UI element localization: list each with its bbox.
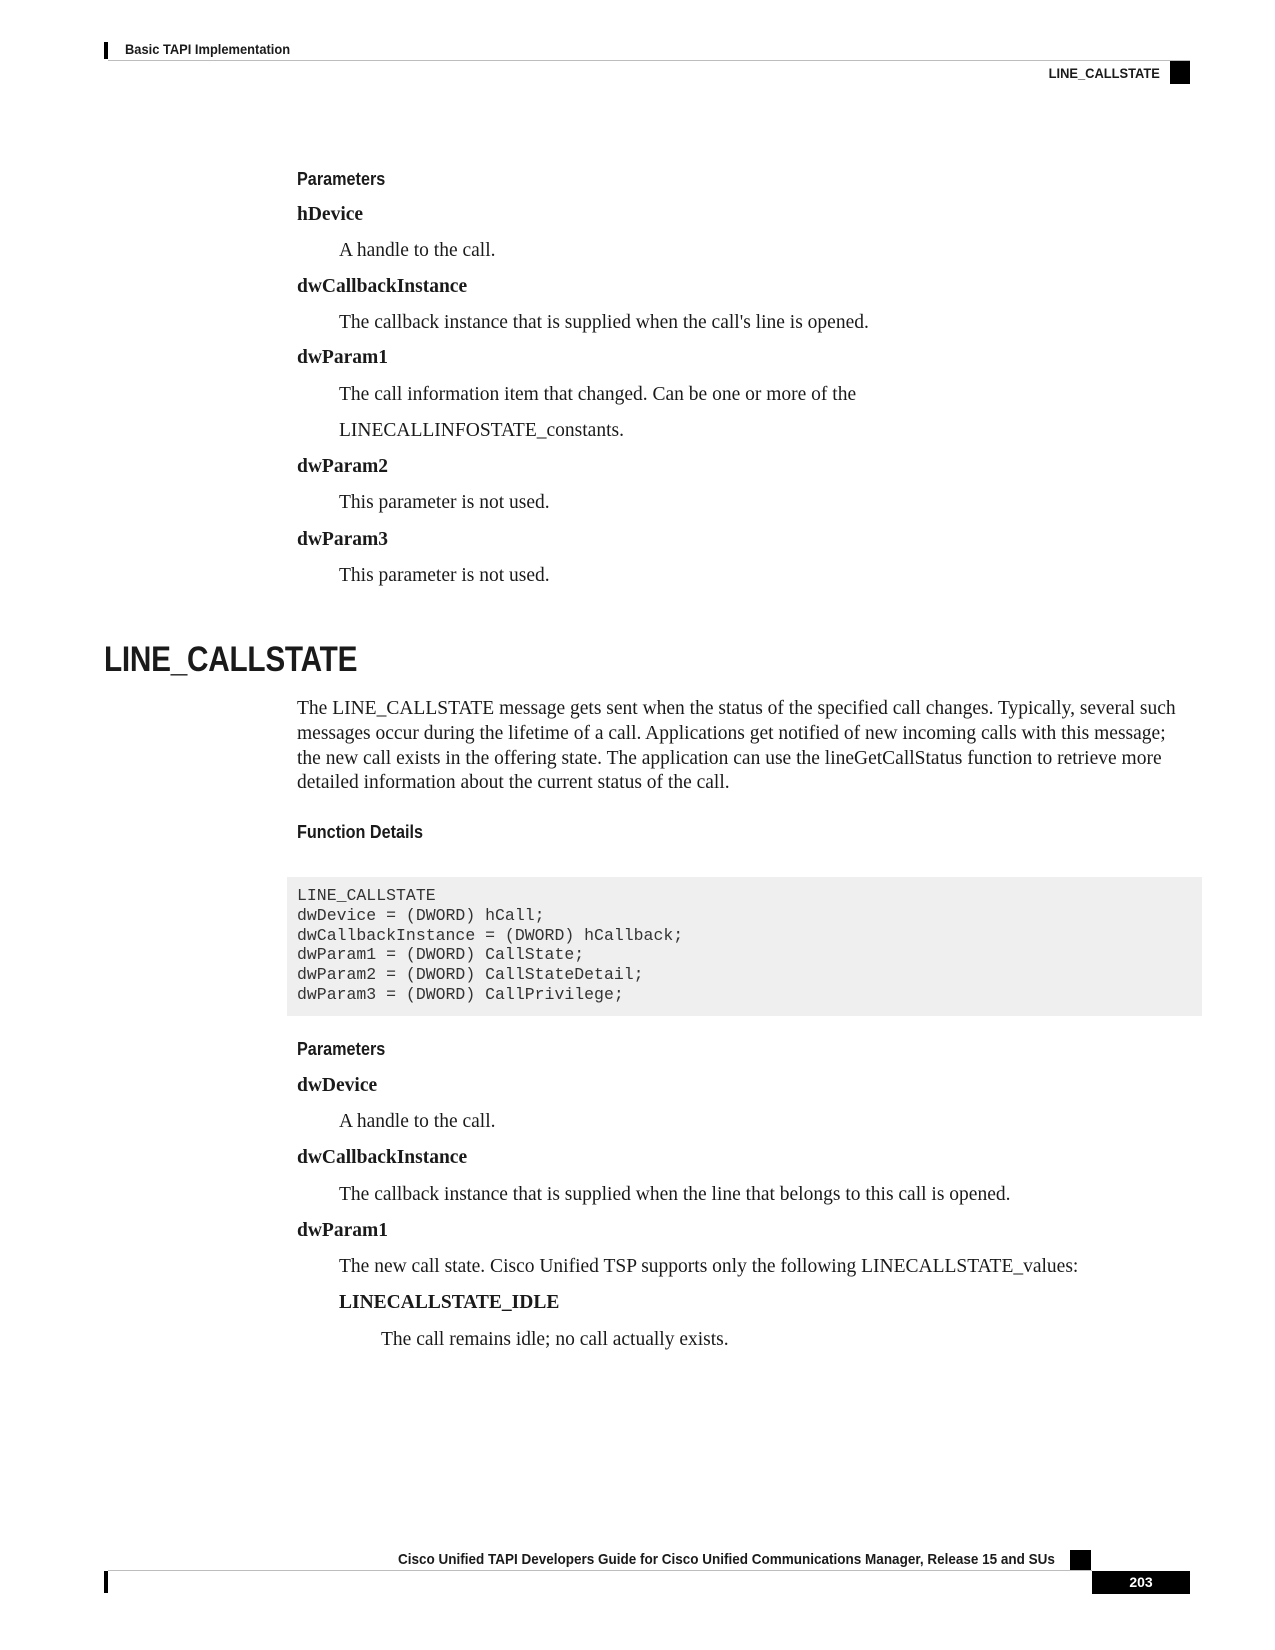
param-desc: The callback instance that is supplied when the call's line is opened. xyxy=(339,312,869,333)
footer-left-bar xyxy=(104,1571,108,1593)
header-right-block xyxy=(1170,61,1190,84)
param-desc: The call information item that changed. Can be one or more of the xyxy=(339,384,857,405)
param-desc: A handle to the call. xyxy=(339,1111,496,1132)
function-details-label: Function Details xyxy=(297,822,424,842)
code-block xyxy=(287,877,1202,1016)
header-left-bar xyxy=(104,42,108,59)
parameters-label: Parameters xyxy=(297,1039,386,1059)
state-value-desc: The call remains idle; no call actually exists. xyxy=(381,1329,729,1350)
header-chapter-title: Basic TAPI Implementation xyxy=(125,41,291,57)
param-name: dwCallbackInstance xyxy=(297,276,468,297)
footer-rule xyxy=(108,1570,1092,1571)
param-name: dwParam3 xyxy=(297,529,388,550)
param-desc: A handle to the call. xyxy=(339,240,496,261)
param-desc: This parameter is not used. xyxy=(339,492,550,513)
footer-block xyxy=(1070,1550,1091,1571)
parameters-label-prev: Parameters xyxy=(297,169,386,189)
param-name: dwParam1 xyxy=(297,347,388,368)
param-desc: LINECALLINFOSTATE_constants. xyxy=(339,420,624,441)
param-name: dwDevice xyxy=(297,1075,378,1096)
param-desc: The new call state. Cisco Unified TSP supports only the following LINECALLSTATE_values: xyxy=(339,1256,1079,1277)
code-text: LINE_CALLSTATE dwDevice = (DWORD) hCall; dwCallbackInstance = (DWORD) hCallback; dwParam1 = (DWORD) CallState; dwParam2 = (DWORD) CallStateDetail; dwParam3 = (DWORD) CallPrivilege; xyxy=(297,886,684,1004)
param-name: dwParam1 xyxy=(297,1220,388,1241)
page-number: 203 xyxy=(1092,1571,1190,1594)
param-name: dwCallbackInstance xyxy=(297,1147,468,1168)
state-value-name: LINECALLSTATE_IDLE xyxy=(339,1292,560,1313)
header-section-title: LINE_CALLSTATE xyxy=(1048,65,1160,81)
section-intro: The LINE_CALLSTATE message gets sent when the status of the specified call changes. Typically, several such messages occur during the lifetime of a call. Applications get notified of new incoming calls with this message; the new call exists in the offering state. The application can use the lineGetCallStatus function to retrieve more detailed information about the current status of the call. xyxy=(297,698,1176,794)
section-heading: LINE_CALLSTATE xyxy=(104,640,358,679)
param-desc: The callback instance that is supplied when the line that belongs to this call is opened. xyxy=(339,1184,1011,1205)
param-name: dwParam2 xyxy=(297,456,388,477)
param-desc: This parameter is not used. xyxy=(339,565,550,586)
param-name: hDevice xyxy=(297,204,364,225)
header-rule xyxy=(108,60,1190,61)
footer-guide-title: Cisco Unified TAPI Developers Guide for Cisco Unified Communications Manager, Release 15 and SUs xyxy=(398,1551,1055,1568)
